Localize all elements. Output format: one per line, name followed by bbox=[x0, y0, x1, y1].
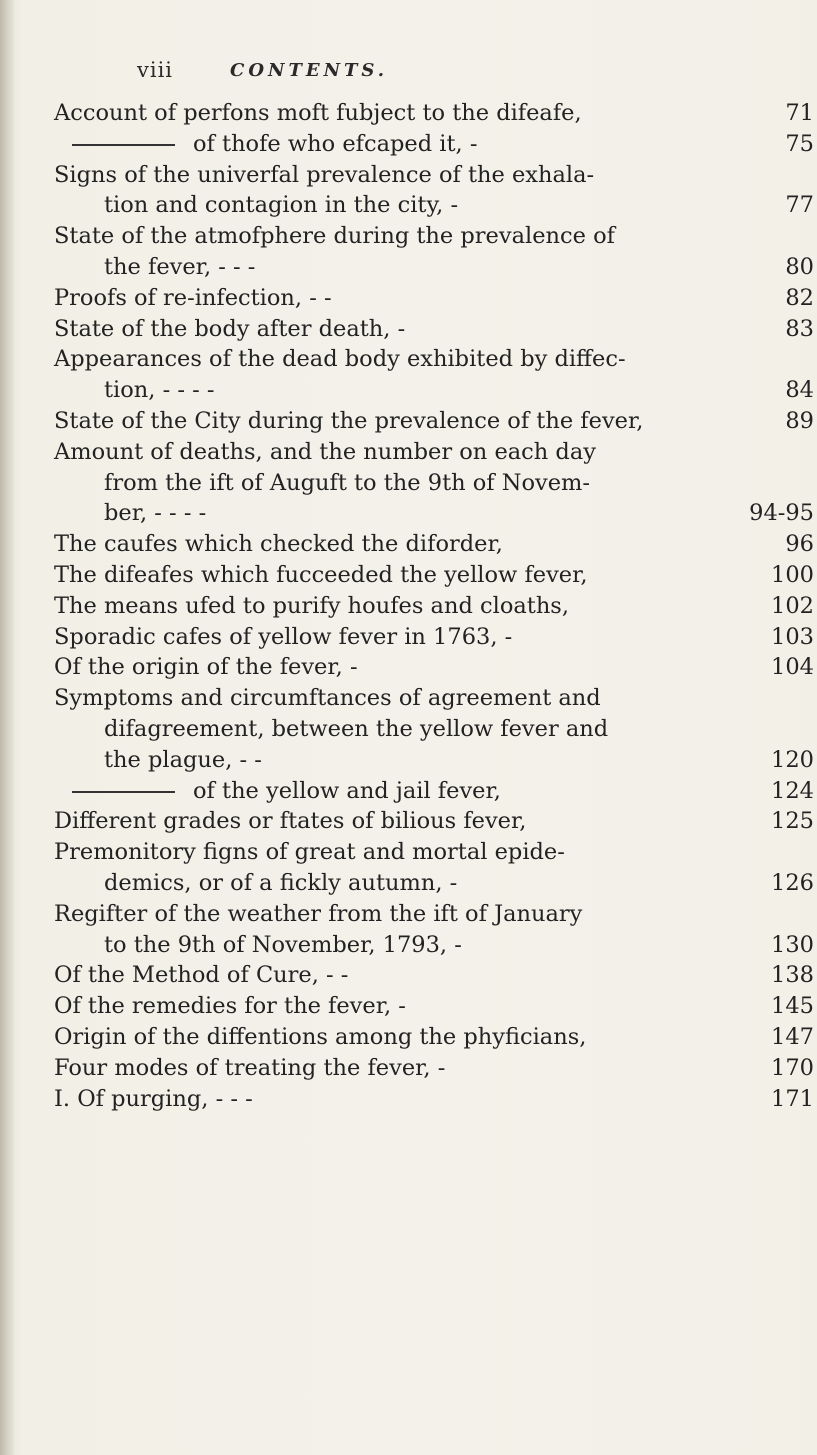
toc-entry-text: Of the origin of the fever, - bbox=[54, 654, 358, 681]
toc-entry-text: Symptoms and circumftances of agreement and bbox=[54, 685, 601, 712]
toc-entry bbox=[54, 437, 814, 529]
toc-entry-text: The caufes which checked the diforder, bbox=[54, 531, 503, 558]
toc-entry bbox=[54, 1022, 814, 1053]
toc-entry bbox=[54, 683, 814, 775]
toc-entry-line bbox=[54, 98, 814, 129]
page-binding-shadow bbox=[0, 0, 14, 1455]
toc-entry bbox=[54, 560, 814, 591]
toc-entry-line bbox=[54, 776, 814, 807]
toc-entry bbox=[54, 129, 814, 160]
toc-entry-text: Of the Method of Cure, - - bbox=[54, 962, 349, 989]
toc-entry-line bbox=[54, 160, 814, 191]
toc-page-number: 100 bbox=[771, 561, 814, 588]
toc-page-number: 124 bbox=[771, 777, 814, 804]
toc-entry-text: to the 9th of November, 1793, - bbox=[104, 931, 462, 958]
toc-page-number: 94-95 bbox=[749, 500, 814, 527]
toc-page-number: 82 bbox=[785, 284, 814, 311]
toc-entry-line bbox=[54, 406, 814, 437]
toc-entry-line bbox=[54, 344, 814, 375]
folio-number: viii bbox=[137, 58, 174, 82]
toc-entry-line bbox=[54, 714, 814, 745]
toc-page-number: 77 bbox=[785, 192, 814, 219]
toc-entry-line bbox=[54, 437, 814, 468]
toc-entry bbox=[54, 991, 814, 1022]
toc-page-number: 102 bbox=[771, 592, 814, 619]
toc-page-number: 71 bbox=[785, 100, 814, 126]
toc-page-number: 75 bbox=[785, 130, 814, 157]
toc-entry-line bbox=[54, 129, 814, 160]
toc-entry-line bbox=[54, 806, 814, 837]
toc-entry-line bbox=[54, 560, 814, 591]
toc-page-number: 96 bbox=[785, 531, 814, 558]
toc-entry-line bbox=[54, 960, 814, 991]
toc-entry-text: State of the atmofphere during the prevalence of bbox=[54, 223, 615, 250]
toc-entry-line bbox=[54, 745, 814, 776]
toc-entry-line bbox=[54, 375, 814, 406]
toc-page-number: 84 bbox=[785, 377, 814, 404]
toc-entry-line bbox=[54, 283, 814, 314]
toc-entry bbox=[54, 837, 814, 899]
toc-entry-text: Origin of the diffentions among the phyficians, bbox=[54, 1023, 587, 1050]
toc-entry-text: tion and contagion in the city, - bbox=[104, 192, 459, 219]
toc-entry-line bbox=[54, 529, 814, 560]
toc-entry bbox=[54, 960, 814, 991]
toc-page-number: 125 bbox=[771, 808, 814, 835]
toc-entry-line bbox=[54, 868, 814, 899]
toc-entry-text: Account of perfons moft fubject to the difeafe, bbox=[54, 100, 582, 126]
toc-entry-text: Signs of the univerfal prevalence of the exhala- bbox=[54, 161, 595, 188]
toc-entry-line bbox=[54, 991, 814, 1022]
toc-entry bbox=[54, 1053, 814, 1084]
toc-entry-line bbox=[54, 468, 814, 499]
toc-entry bbox=[54, 406, 814, 437]
toc-entry bbox=[54, 776, 814, 807]
toc-entry bbox=[54, 1084, 814, 1115]
toc-entry-text: State of the body after death, - bbox=[54, 315, 406, 342]
toc-entry bbox=[54, 591, 814, 622]
toc-entry bbox=[54, 344, 814, 406]
toc-entry-text: Different grades or ftates of bilious fever, bbox=[54, 808, 527, 835]
toc-entry-text: difagreement, between the yellow fever and bbox=[104, 715, 609, 742]
toc-entry-line bbox=[54, 498, 814, 529]
toc-page-number: 120 bbox=[771, 746, 814, 773]
toc-entry-text: ber, - - - - bbox=[104, 500, 207, 527]
toc-entry-line bbox=[54, 591, 814, 622]
toc-entry bbox=[54, 529, 814, 560]
toc-entry bbox=[54, 652, 814, 683]
toc-entry-text: the plague, - - bbox=[104, 746, 262, 773]
toc-entry-text: Appearances of the dead body exhibited by diffec- bbox=[54, 346, 626, 373]
toc-entry-text: The means ufed to purify houfes and cloaths, bbox=[54, 592, 570, 619]
toc-entry-text: demics, or of a fickly autumn, - bbox=[104, 869, 458, 896]
toc-entry-line bbox=[54, 622, 814, 653]
toc-entry-text: from the ift of Auguft to the 9th of Novem- bbox=[104, 469, 590, 496]
toc-entry bbox=[54, 314, 814, 345]
toc-entry-text: Regifter of the weather from the ift of January bbox=[54, 900, 583, 927]
running-head: CONTENTS. bbox=[230, 60, 389, 81]
toc-entry-line bbox=[54, 652, 814, 683]
toc-entry bbox=[54, 283, 814, 314]
toc-entry-line bbox=[54, 221, 814, 252]
toc-entry-text: Amount of deaths, and the number on each day bbox=[54, 438, 596, 465]
page-header bbox=[137, 58, 697, 88]
toc-page-number: 147 bbox=[771, 1023, 814, 1050]
toc-page-number: 126 bbox=[771, 869, 814, 896]
toc-entry-line bbox=[54, 1053, 814, 1084]
toc-entry-text: of the yellow and jail fever, bbox=[193, 777, 501, 804]
toc-entry-line bbox=[54, 683, 814, 714]
toc-page-number: 138 bbox=[771, 962, 814, 989]
toc-page-number: 89 bbox=[785, 407, 814, 434]
toc-page-number: 103 bbox=[771, 623, 814, 650]
toc-page-number: 83 bbox=[785, 315, 814, 342]
toc-page-number: 145 bbox=[771, 993, 814, 1020]
toc-entry-line bbox=[54, 314, 814, 345]
toc-entry-line bbox=[54, 1084, 814, 1115]
ditto-rule bbox=[72, 144, 175, 146]
toc-entry-text: Premonitory figns of great and mortal epide- bbox=[54, 839, 565, 866]
toc-entry bbox=[54, 160, 814, 222]
toc-entry-line bbox=[54, 837, 814, 868]
toc-entry-text: the fever, - - - bbox=[104, 253, 256, 280]
toc-entry-text: of thofe who efcaped it, - bbox=[193, 130, 478, 157]
ditto-rule bbox=[72, 791, 175, 793]
toc-entry-line bbox=[54, 899, 814, 930]
toc-page-number: 171 bbox=[771, 1085, 814, 1112]
toc-entry-text: tion, - - - - bbox=[104, 377, 215, 404]
toc-entry-text: Four modes of treating the fever, - bbox=[54, 1054, 446, 1081]
toc-page-number: 104 bbox=[771, 654, 814, 681]
toc-entry-line bbox=[54, 252, 814, 283]
toc-page-number: 80 bbox=[785, 253, 814, 280]
toc-entry bbox=[54, 622, 814, 653]
toc-entry bbox=[54, 806, 814, 837]
toc-entry-text: Sporadic cafes of yellow fever in 1763, - bbox=[54, 623, 513, 650]
toc-list bbox=[54, 98, 814, 1114]
toc-entry-text: The difeafes which fucceeded the yellow fever, bbox=[54, 561, 588, 588]
toc-entry bbox=[54, 98, 814, 129]
toc-entry-text: State of the City during the prevalence of the fever, bbox=[54, 407, 644, 434]
toc-entry-text: Of the remedies for the fever, - bbox=[54, 993, 406, 1020]
toc-entry-line bbox=[54, 190, 814, 221]
toc-entry-text: I. Of purging, - - - bbox=[54, 1085, 253, 1112]
toc-entry-line bbox=[54, 1022, 814, 1053]
toc-page-number: 170 bbox=[771, 1054, 814, 1081]
toc-entry-text: Proofs of re-infection, - - bbox=[54, 284, 332, 311]
toc-entry bbox=[54, 221, 814, 283]
toc-entry bbox=[54, 899, 814, 961]
toc-page-number: 130 bbox=[771, 931, 814, 958]
toc-entry-line bbox=[54, 930, 814, 961]
